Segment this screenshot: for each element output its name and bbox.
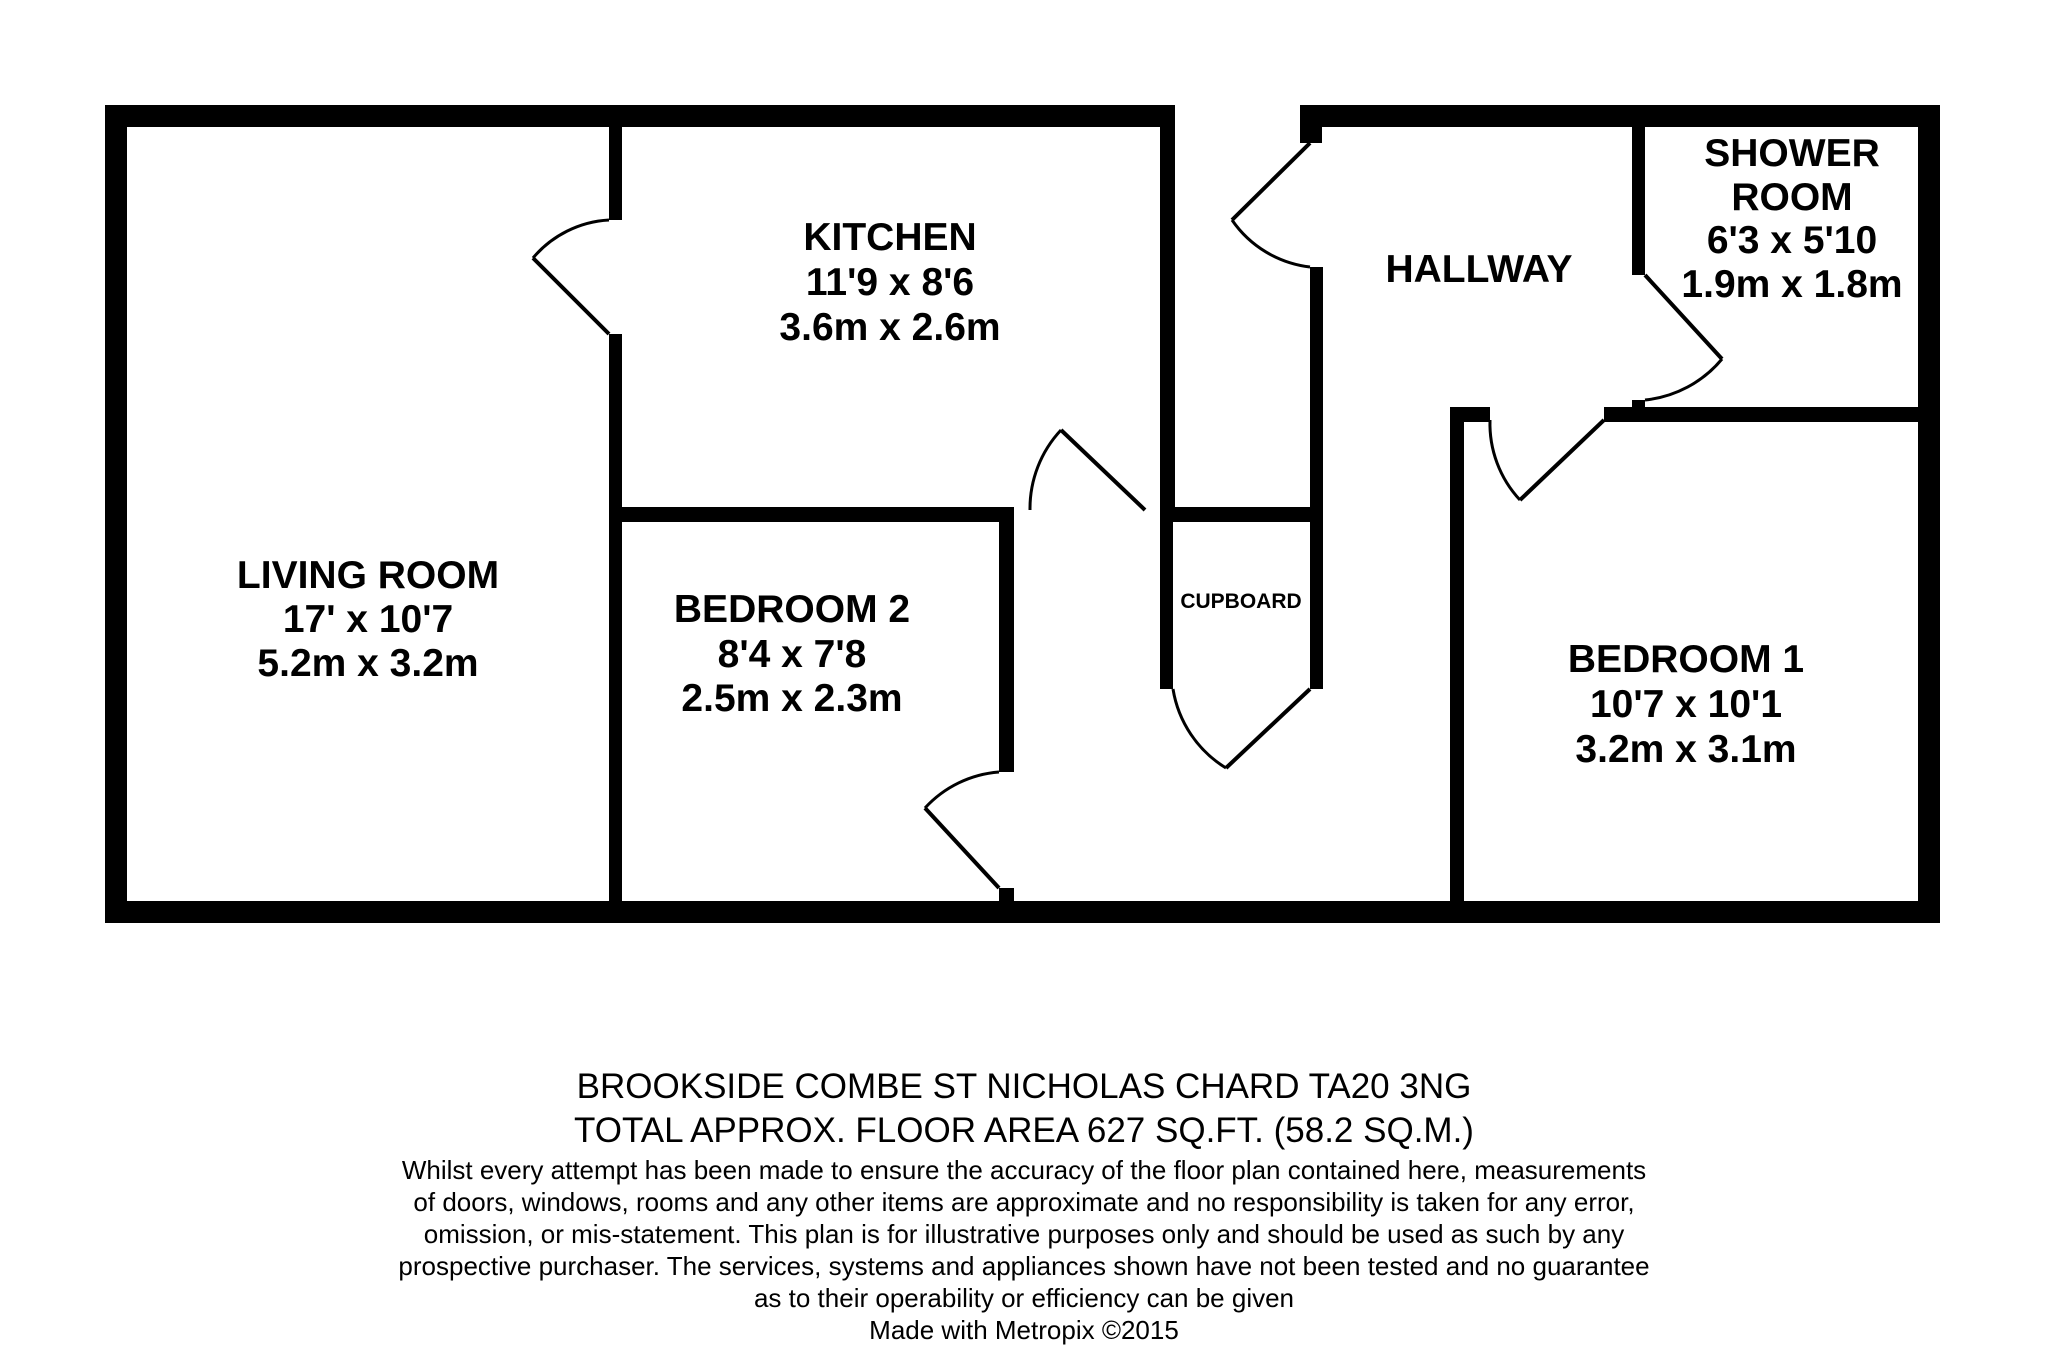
- floor-area: TOTAL APPROX. FLOOR AREA 627 SQ.FT. (58.2 SQ.M.): [574, 1111, 1474, 1150]
- credit: Made with Metropix ©2015: [869, 1315, 1179, 1345]
- room-name-line-1: SHOWER: [1704, 132, 1880, 175]
- room-bedroom-1: [1568, 638, 1804, 771]
- room-dimensions-metric: 3.6m x 2.6m: [779, 306, 1001, 349]
- disclaimer-line: Whilst every attempt has been made to ensure the accuracy of the floor plan contained here, measurements: [401, 1155, 1647, 1185]
- room-dimensions-metric: 2.5m x 2.3m: [681, 677, 903, 720]
- disclaimer-line: prospective purchaser. The services, systems and appliances shown have not been tested and no guarantee: [398, 1251, 1650, 1281]
- room-dimensions-metric: 5.2m x 3.2m: [257, 642, 479, 685]
- disclaimer-line: omission, or mis-statement. This plan is for illustrative purposes only and should be used as such by any: [423, 1219, 1625, 1249]
- room-dimensions-imperial: 6'3 x 5'10: [1706, 219, 1878, 262]
- room-name: CUPBOARD: [1180, 590, 1302, 613]
- disclaimer-block: [0, 1154, 2048, 1346]
- room-dimensions-metric: 3.2m x 3.1m: [1575, 728, 1797, 771]
- room-cupboard: [1180, 590, 1301, 613]
- room-dimensions-imperial: 17' x 10'7: [282, 598, 454, 641]
- room-dimensions-imperial: 11'9 x 8'6: [805, 261, 975, 304]
- room-name: BEDROOM 2: [673, 588, 911, 631]
- disclaimer-line: as to their operability or efficiency can be given: [753, 1283, 1295, 1313]
- walls: [105, 105, 1940, 923]
- room-dimensions-imperial: 8'4 x 7'8: [717, 633, 867, 676]
- room-name-line-2: ROOM: [1731, 176, 1853, 219]
- room-shower: [1681, 132, 1902, 306]
- room-kitchen: [779, 216, 1000, 349]
- room-hallway: [1385, 248, 1572, 291]
- room-name: KITCHEN: [803, 216, 977, 259]
- address-block: [0, 1065, 2048, 1153]
- room-dimensions-metric: 1.9m x 1.8m: [1681, 263, 1903, 306]
- room-bedroom-2: [674, 588, 910, 720]
- disclaimer-line: of doors, windows, rooms and any other items are approximate and no responsibility is taken for any error,: [413, 1187, 1635, 1217]
- room-name: LIVING ROOM: [236, 554, 500, 597]
- address: BROOKSIDE COMBE ST NICHOLAS CHARD TA20 3NG: [576, 1067, 1472, 1106]
- room-name: HALLWAY: [1385, 248, 1573, 291]
- room-living: [237, 554, 499, 685]
- room-name: BEDROOM 1: [1567, 638, 1805, 681]
- room-dimensions-imperial: 10'7 x 10'1: [1589, 683, 1783, 726]
